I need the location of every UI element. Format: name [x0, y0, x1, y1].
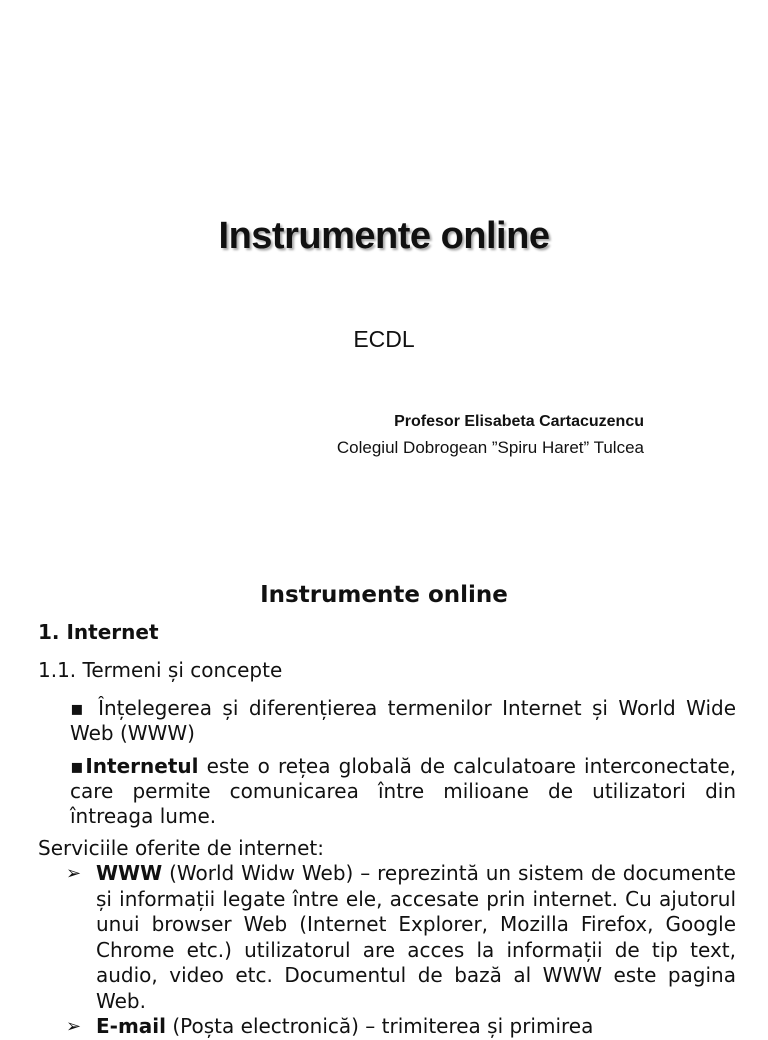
arrow-bullet-icon: ➢	[66, 863, 82, 884]
defined-term: Internetul	[85, 754, 199, 778]
section-heading: 1. Internet	[38, 620, 159, 644]
definition-text: este o rețea globală de calculatoare interconectate, care permite comunicarea între milioane de utilizatori din întreaga lume.	[70, 754, 736, 828]
bullet-marker: ▪	[70, 754, 86, 778]
bullet-text: Înțelegerea și diferențierea termenilor Internet și World Wide Web (WWW)	[70, 696, 736, 745]
slide-title: Instrumente online	[218, 215, 550, 257]
service-name: E-mail	[96, 1014, 167, 1038]
author-name: Profesor Elisabeta Cartacuzencu	[394, 413, 644, 430]
service-item	[96, 861, 736, 1014]
slide-subtitle: ECDL	[353, 326, 415, 352]
bullet-marker: ▪	[70, 696, 88, 720]
service-description: (World Widw Web) – reprezintă un sistem de documente și informații legate între ele, accesate prin internet. Cu ajutorul unui browser Web (Internet Explorer, Mozilla Firefox, Google Chrome etc.) utilizatorul are acces la informații de tip text, audio, video etc. Documentul de bază al WWW este pagina Web.	[96, 861, 736, 1013]
service-item	[96, 1014, 736, 1040]
arrow-bullet-icon: ➢	[66, 1016, 82, 1037]
content-title: Instrumente online	[260, 582, 508, 608]
services-label: Serviciile oferite de internet:	[38, 836, 324, 860]
school-name: Colegiul Dobrogean ”Spiru Haret” Tulcea	[336, 438, 644, 457]
service-name: WWW	[96, 861, 163, 885]
definition-paragraph	[70, 754, 736, 829]
service-description: (Poșta electronică) – trimiterea și primirea	[166, 1014, 594, 1038]
content-slide	[0, 555, 768, 1038]
bullet-paragraph	[70, 696, 736, 746]
subsection-heading: 1.1. Termeni și concepte	[38, 658, 283, 682]
